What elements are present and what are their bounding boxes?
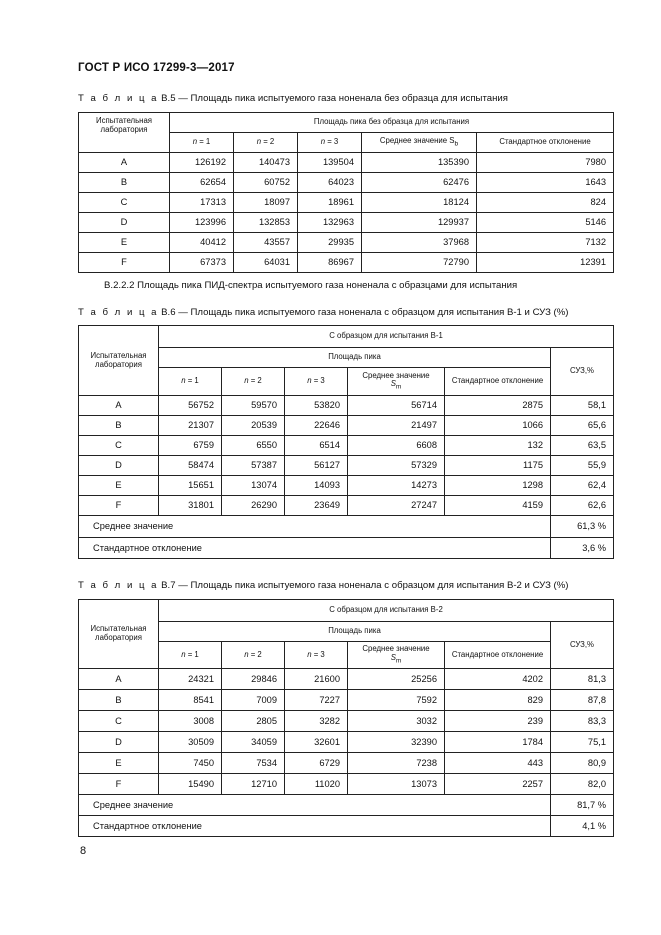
- table-cell: 123996: [170, 213, 234, 233]
- table-b6-caption: [78, 307, 568, 318]
- table-row: [79, 496, 614, 516]
- table-b5-n1-header: n = 1: [170, 133, 234, 153]
- table-cell: 132: [445, 436, 551, 456]
- table-cell: 1784: [445, 732, 551, 753]
- table-cell: D: [79, 213, 170, 233]
- table-cell: 57387: [222, 456, 285, 476]
- table-cell: B: [79, 690, 159, 711]
- table-b7-mean-label: Среднее значение: [79, 795, 551, 816]
- table-b7-n3-header: n = 3: [285, 642, 348, 669]
- table-cell: 7227: [285, 690, 348, 711]
- table-row: [79, 233, 614, 253]
- table-b6: [78, 325, 614, 559]
- table-cell: 64031: [234, 253, 298, 273]
- table-cell: 65,6: [551, 416, 614, 436]
- table-b6-n1-header: n = 1: [159, 368, 222, 396]
- table-cell: 58474: [159, 456, 222, 476]
- table-cell: 7450: [159, 753, 222, 774]
- table-cell: E: [79, 476, 159, 496]
- table-label: Т а б л и ц а: [78, 307, 159, 318]
- table-cell: 1298: [445, 476, 551, 496]
- table-cell: D: [79, 456, 159, 476]
- table-cell: 60752: [234, 173, 298, 193]
- table-cell: 3282: [285, 711, 348, 732]
- table-cell: 43557: [234, 233, 298, 253]
- table-label: Т а б л и ц а: [78, 93, 159, 104]
- table-cell: 62476: [362, 173, 477, 193]
- table-b7-sd-header: Стандартное отклонение: [445, 642, 551, 669]
- table-cell: 15651: [159, 476, 222, 496]
- table-cell: 81,3: [551, 669, 614, 690]
- table-cell: 58,1: [551, 396, 614, 416]
- table-cell: 27247: [348, 496, 445, 516]
- table-cell: 32601: [285, 732, 348, 753]
- table-cell: 82,0: [551, 774, 614, 795]
- table-cell: 443: [445, 753, 551, 774]
- table-cell: 21307: [159, 416, 222, 436]
- table-cell: 62,4: [551, 476, 614, 496]
- table-cell: 72790: [362, 253, 477, 273]
- table-cell: 62654: [170, 173, 234, 193]
- table-b6-sd-label: Стандартное отклонение: [79, 538, 551, 559]
- table-cell: 64023: [298, 173, 362, 193]
- table-row: [79, 753, 614, 774]
- table-b7-caption: [78, 580, 568, 591]
- table-cell: 824: [477, 193, 614, 213]
- table-cell: 59570: [222, 396, 285, 416]
- table-cell: A: [79, 396, 159, 416]
- table-b6-sd-row: [79, 538, 614, 559]
- table-row: [79, 669, 614, 690]
- table-cell: 83,3: [551, 711, 614, 732]
- table-cell: 8541: [159, 690, 222, 711]
- table-cell: 1175: [445, 456, 551, 476]
- table-cell: 7592: [348, 690, 445, 711]
- table-cell: 21497: [348, 416, 445, 436]
- table-cell: 4202: [445, 669, 551, 690]
- table-cell: 29846: [222, 669, 285, 690]
- table-cell: 22646: [285, 416, 348, 436]
- table-b7-sd-value: 4,1 %: [551, 816, 614, 837]
- table-cell: 829: [445, 690, 551, 711]
- table-cell: 21600: [285, 669, 348, 690]
- table-row: [79, 690, 614, 711]
- table-cell: 6759: [159, 436, 222, 456]
- table-cell: 6550: [222, 436, 285, 456]
- table-cell: F: [79, 774, 159, 795]
- page-number: 8: [80, 845, 87, 857]
- table-cell: 57329: [348, 456, 445, 476]
- table-b7-mean-value: 81,7 %: [551, 795, 614, 816]
- table-b7-sd-row: [79, 816, 614, 837]
- table-cell: 239: [445, 711, 551, 732]
- table-cell: 18124: [362, 193, 477, 213]
- table-cell: 3032: [348, 711, 445, 732]
- table-cell: 37968: [362, 233, 477, 253]
- table-cell: 7009: [222, 690, 285, 711]
- table-b6-mean-value: 61,3 %: [551, 516, 614, 538]
- table-cell: 2805: [222, 711, 285, 732]
- table-cell: 1066: [445, 416, 551, 436]
- table-b5-lab-header: Испытательная лаборатория: [79, 113, 170, 153]
- table-cell: 40412: [170, 233, 234, 253]
- table-b6-caption-text: В.6 — Площадь пика испытуемого газа ноненала с образцом для испытания В-1 и СУЗ (%): [158, 307, 569, 318]
- table-cell: 3008: [159, 711, 222, 732]
- table-b7-sd-label: Стандартное отклонение: [79, 816, 551, 837]
- table-cell: 15490: [159, 774, 222, 795]
- table-cell: 13073: [348, 774, 445, 795]
- table-b5: [78, 112, 614, 273]
- table-cell: 4159: [445, 496, 551, 516]
- table-b5-n3-header: n = 3: [298, 133, 362, 153]
- table-cell: 67373: [170, 253, 234, 273]
- table-row: [79, 436, 614, 456]
- table-cell: 30509: [159, 732, 222, 753]
- table-cell: 7980: [477, 153, 614, 173]
- table-cell: 56127: [285, 456, 348, 476]
- table-row: [79, 456, 614, 476]
- table-cell: 7238: [348, 753, 445, 774]
- table-cell: 29935: [298, 233, 362, 253]
- table-row: [79, 396, 614, 416]
- table-row: [79, 213, 614, 233]
- table-label: Т а б л и ц а: [78, 580, 159, 591]
- table-cell: 7132: [477, 233, 614, 253]
- section-paragraph: В.2.2.2 Площадь пика ПИД-спектра испытуемого газа ноненала с образцами для испытания: [104, 280, 518, 291]
- table-b7-sample-header: С образцом для испытания В-2: [159, 600, 614, 622]
- table-b7-cv-header: СУЗ,%: [551, 622, 614, 669]
- table-b6-sample-header: С образцом для испытания В-1: [159, 326, 614, 348]
- table-cell: 2875: [445, 396, 551, 416]
- table-cell: E: [79, 233, 170, 253]
- table-cell: B: [79, 173, 170, 193]
- table-b7: [78, 599, 614, 837]
- table-cell: 11020: [285, 774, 348, 795]
- document-title: ГОСТ Р ИСО 17299-3—2017: [78, 62, 235, 74]
- table-cell: 140473: [234, 153, 298, 173]
- table-cell: 17313: [170, 193, 234, 213]
- table-b7-area-header: Площадь пика: [159, 622, 551, 642]
- table-b5-mean-header: Среднее значение $S_b$: [362, 133, 477, 153]
- table-cell: C: [79, 711, 159, 732]
- table-cell: 139504: [298, 153, 362, 173]
- table-row: [79, 416, 614, 436]
- table-b6-mean-row: [79, 516, 614, 538]
- table-cell: 55,9: [551, 456, 614, 476]
- table-cell: 2257: [445, 774, 551, 795]
- table-b6-n2-header: n = 2: [222, 368, 285, 396]
- table-cell: 132853: [234, 213, 298, 233]
- table-b5-n2-header: n = 2: [234, 133, 298, 153]
- table-b6-cv-header: СУЗ,%: [551, 348, 614, 396]
- table-row: [79, 153, 614, 173]
- table-b7-n1-header: n = 1: [159, 642, 222, 669]
- table-b7-mean-header: Среднее значение $S_m$: [348, 642, 445, 669]
- table-b6-mean-header: Среднее значение $S_m$: [348, 368, 445, 396]
- table-cell: 31801: [159, 496, 222, 516]
- table-b6-sd-value: 3,6 %: [551, 538, 614, 559]
- table-row: [79, 253, 614, 273]
- table-b6-area-header: Площадь пика: [159, 348, 551, 368]
- table-cell: 63,5: [551, 436, 614, 456]
- table-cell: 5146: [477, 213, 614, 233]
- table-cell: 34059: [222, 732, 285, 753]
- table-cell: 32390: [348, 732, 445, 753]
- table-b7-lab-header: Испытательная лаборатория: [79, 600, 159, 669]
- table-cell: A: [79, 669, 159, 690]
- table-b7-caption-text: В.7 — Площадь пика испытуемого газа ноненала с образцом для испытания В-2 и СУЗ (%): [158, 580, 569, 591]
- table-cell: 87,8: [551, 690, 614, 711]
- table-cell: 20539: [222, 416, 285, 436]
- table-cell: 12391: [477, 253, 614, 273]
- table-cell: 6608: [348, 436, 445, 456]
- table-b7-mean-row: [79, 795, 614, 816]
- table-cell: A: [79, 153, 170, 173]
- table-cell: 132963: [298, 213, 362, 233]
- table-cell: E: [79, 753, 159, 774]
- table-cell: 53820: [285, 396, 348, 416]
- table-cell: D: [79, 732, 159, 753]
- table-cell: F: [79, 496, 159, 516]
- table-row: [79, 476, 614, 496]
- table-cell: 86967: [298, 253, 362, 273]
- table-b7-n2-header: n = 2: [222, 642, 285, 669]
- table-cell: 62,6: [551, 496, 614, 516]
- table-cell: C: [79, 193, 170, 213]
- table-cell: 80,9: [551, 753, 614, 774]
- table-row: [79, 774, 614, 795]
- table-cell: 126192: [170, 153, 234, 173]
- table-row: [79, 732, 614, 753]
- table-b5-sd-header: Стандартное отклонение: [477, 133, 614, 153]
- table-b5-caption-text: В.5 — Площадь пика испытуемого газа ноненала без образца для испытания: [158, 93, 508, 104]
- table-b6-lab-header: Испытательная лаборатория: [79, 326, 159, 396]
- table-cell: 23649: [285, 496, 348, 516]
- table-cell: 13074: [222, 476, 285, 496]
- table-cell: 6729: [285, 753, 348, 774]
- table-b5-caption: [78, 93, 508, 104]
- table-row: [79, 173, 614, 193]
- table-cell: C: [79, 436, 159, 456]
- table-row: [79, 711, 614, 732]
- table-row: [79, 193, 614, 213]
- table-cell: 18097: [234, 193, 298, 213]
- table-cell: 1643: [477, 173, 614, 193]
- table-cell: 14093: [285, 476, 348, 496]
- table-cell: 56714: [348, 396, 445, 416]
- table-cell: 6514: [285, 436, 348, 456]
- table-b6-n3-header: n = 3: [285, 368, 348, 396]
- table-cell: 24321: [159, 669, 222, 690]
- table-cell: 75,1: [551, 732, 614, 753]
- table-cell: 14273: [348, 476, 445, 496]
- table-cell: 56752: [159, 396, 222, 416]
- table-cell: 25256: [348, 669, 445, 690]
- table-cell: B: [79, 416, 159, 436]
- table-cell: F: [79, 253, 170, 273]
- table-cell: 135390: [362, 153, 477, 173]
- table-cell: 129937: [362, 213, 477, 233]
- table-cell: 18961: [298, 193, 362, 213]
- table-cell: 12710: [222, 774, 285, 795]
- table-cell: 7534: [222, 753, 285, 774]
- table-b6-mean-label: Среднее значение: [79, 516, 551, 538]
- table-b5-group-header: Площадь пика без образца для испытания: [170, 113, 614, 133]
- table-cell: 26290: [222, 496, 285, 516]
- table-b6-sd-header: Стандартное отклонение: [445, 368, 551, 396]
